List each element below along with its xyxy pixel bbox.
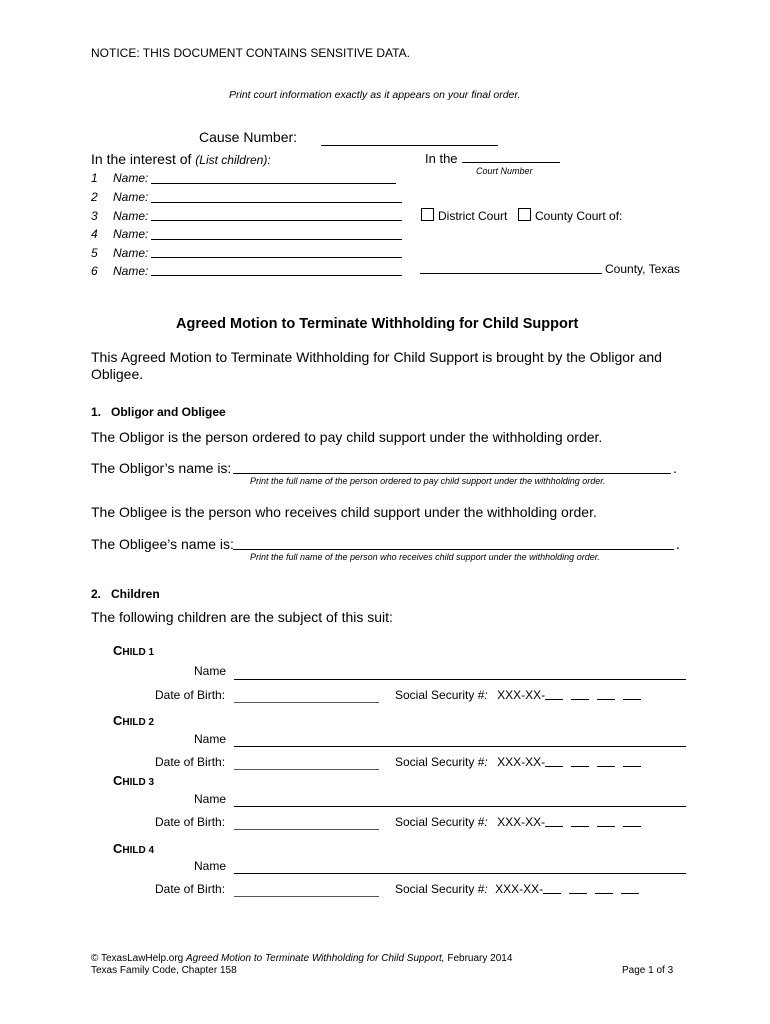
obligor-caption: Print the full name of the person ordered to pay child support under the withholding order. — [250, 476, 606, 486]
child-name-label: Name — [194, 792, 227, 806]
child-list-label: Name: — [113, 209, 149, 223]
ssn-digit-field[interactable] — [571, 815, 589, 827]
ssn-digit-field[interactable] — [623, 755, 641, 767]
child-3-heading: CHILD 3 — [113, 773, 155, 788]
county-name-field[interactable] — [420, 273, 602, 274]
county-court-option[interactable]: County Court of: — [518, 208, 622, 223]
child-list-number: 2 — [91, 190, 98, 204]
county-texas-label: County, Texas — [605, 262, 680, 276]
obligor-name-label: The Obligor’s name is: — [91, 460, 232, 476]
child-1-heading: CHILD 1 — [113, 643, 155, 658]
obligee-name-label: The Obligee’s name is: — [91, 536, 234, 552]
obligee-period: . — [676, 536, 680, 552]
child-ssn: Social Security #: XXX-XX- — [395, 815, 641, 829]
child-ssn: Social Security #: XXX-XX- — [395, 882, 639, 896]
page-number: Page 1 of 3 — [622, 965, 674, 976]
child-name-label: Name — [194, 859, 227, 873]
intro-line-1: This Agreed Motion to Terminate Withholding for Child Support is brought by the Obligor and — [91, 349, 662, 365]
child-dob-label: Date of Birth: — [155, 815, 226, 829]
child-4-heading: CHILD 4 — [113, 841, 155, 856]
sensitive-notice: NOTICE: THIS DOCUMENT CONTAINS SENSITIVE DATA. — [91, 46, 410, 60]
child-dob-label: Date of Birth: — [155, 688, 226, 702]
intro-line-2: Obligee. — [91, 366, 144, 382]
child-3-dob-field[interactable] — [234, 829, 379, 830]
interest-label: In the interest of (List children): — [91, 151, 271, 167]
ssn-digit-field[interactable] — [543, 882, 561, 894]
child-list-number: 4 — [91, 227, 98, 241]
print-instruction: Print court information exactly as it appears on your final order. — [229, 89, 521, 101]
child-list-label: Name: — [113, 190, 149, 204]
child-name-field-5[interactable] — [151, 257, 402, 258]
child-dob-label: Date of Birth: — [155, 755, 226, 769]
ssn-digit-field[interactable] — [571, 755, 589, 767]
child-name-field-1[interactable] — [151, 183, 396, 184]
cause-number-label: Cause Number: — [199, 129, 298, 145]
in-the-label: In the — [425, 151, 458, 166]
obligor-name-field[interactable] — [233, 473, 671, 474]
child-4-dob-field[interactable] — [234, 896, 379, 897]
child-list-number: 3 — [91, 209, 98, 223]
child-list-number: 5 — [91, 246, 98, 260]
obligor-definition: The Obligor is the person ordered to pay child support under the withholding order. — [91, 429, 603, 445]
child-4-name-field[interactable] — [234, 873, 686, 874]
child-2-heading: CHILD 2 — [113, 713, 155, 728]
child-ssn: Social Security #: XXX-XX- — [395, 755, 641, 769]
ssn-digit-field[interactable] — [623, 815, 641, 827]
section-2-heading: 2. Children — [91, 587, 160, 601]
ssn-digit-field[interactable] — [623, 688, 641, 700]
district-court-checkbox[interactable] — [421, 208, 434, 221]
ssn-digit-field[interactable] — [569, 882, 587, 894]
footer-code: Texas Family Code, Chapter 158 — [91, 965, 237, 976]
footer-copyright: © TexasLawHelp.org Agreed Motion to Terminate Withholding for Child Support, February 2014 — [91, 953, 513, 964]
cause-number-field[interactable] — [321, 145, 498, 146]
child-1-dob-field[interactable] — [234, 702, 379, 703]
child-ssn: Social Security #: XXX-XX- — [395, 688, 641, 702]
court-number-field[interactable] — [462, 162, 560, 163]
child-name-field-3[interactable] — [151, 220, 402, 221]
county-court-checkbox[interactable] — [518, 208, 531, 221]
ssn-digit-field[interactable] — [571, 688, 589, 700]
court-number-caption: Court Number — [476, 166, 533, 176]
obligee-name-field[interactable] — [233, 549, 674, 550]
ssn-digit-field[interactable] — [597, 815, 615, 827]
child-list-label: Name: — [113, 246, 149, 260]
ssn-digit-field[interactable] — [545, 815, 563, 827]
ssn-digit-field[interactable] — [597, 755, 615, 767]
child-2-name-field[interactable] — [234, 746, 686, 747]
section-1-heading: 1. Obligor and Obligee — [91, 405, 226, 419]
child-list-number: 1 — [91, 171, 98, 185]
child-list-number: 6 — [91, 264, 98, 278]
ssn-digit-field[interactable] — [545, 755, 563, 767]
ssn-digit-field[interactable] — [595, 882, 613, 894]
child-2-dob-field[interactable] — [234, 769, 379, 770]
ssn-digit-field[interactable] — [621, 882, 639, 894]
child-dob-label: Date of Birth: — [155, 882, 226, 896]
child-3-name-field[interactable] — [234, 806, 686, 807]
obligee-definition: The Obligee is the person who receives child support under the withholding order. — [91, 504, 597, 520]
child-list-label: Name: — [113, 227, 149, 241]
child-name-label: Name — [194, 664, 227, 678]
ssn-digit-field[interactable] — [597, 688, 615, 700]
child-name-label: Name — [194, 732, 227, 746]
obligee-caption: Print the full name of the person who receives child support under the withholding order. — [250, 552, 600, 562]
child-list-label: Name: — [113, 171, 149, 185]
district-court-option[interactable]: District Court — [421, 208, 507, 223]
child-list-label: Name: — [113, 264, 149, 278]
children-subject-line: The following children are the subject of this suit: — [91, 609, 393, 625]
child-name-field-4[interactable] — [151, 239, 402, 240]
child-name-field-6[interactable] — [151, 275, 402, 276]
page-title: Agreed Motion to Terminate Withholding for Child Support — [176, 316, 579, 332]
child-name-field-2[interactable] — [151, 202, 402, 203]
ssn-digit-field[interactable] — [545, 688, 563, 700]
child-1-name-field[interactable] — [234, 679, 686, 680]
obligor-period: . — [673, 460, 677, 476]
